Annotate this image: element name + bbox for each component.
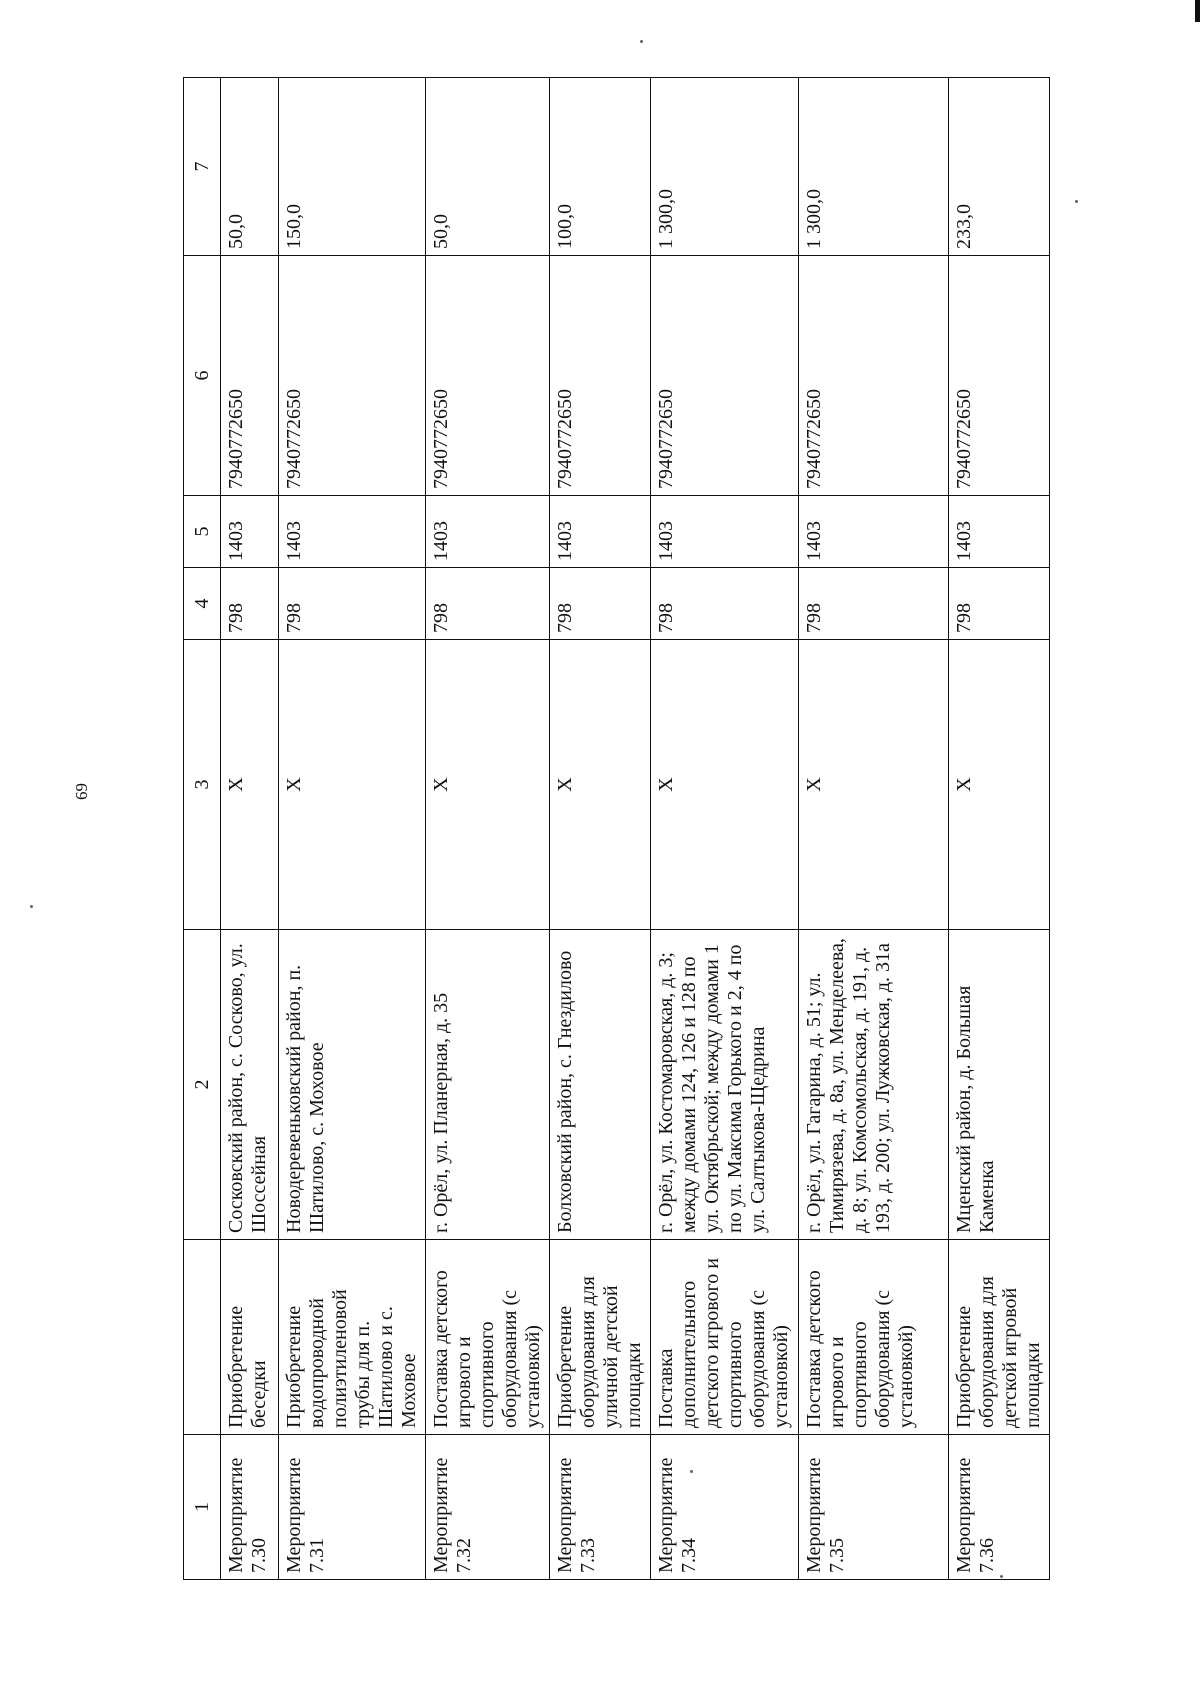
event-id-cell: Мероприятие 7.36 — [949, 1435, 1050, 1580]
section-cell: 1403 — [651, 496, 799, 568]
amount-cell: 150,0 — [279, 78, 426, 256]
event-id-cell: Мероприятие 7.32 — [426, 1435, 550, 1580]
target-code-cell: 7940772650 — [550, 256, 651, 496]
page-number: 69 — [72, 783, 91, 800]
event-id-cell: Мероприятие 7.35 — [799, 1435, 949, 1580]
budget-table — [183, 77, 1050, 1580]
section-cell: 1403 — [799, 496, 949, 568]
scan-speck — [1075, 200, 1078, 203]
amount-cell: 50,0 — [221, 78, 279, 256]
event-name-cell: Поставка дополнительного детского игрового и спортивного оборудования (с установкой) — [651, 1240, 799, 1435]
event-id-cell: Мероприятие 7.30 — [221, 1435, 279, 1580]
col-header-6: 6 — [184, 256, 221, 496]
table-row — [426, 78, 550, 1580]
section-cell: 1403 — [279, 496, 426, 568]
scan-speck — [30, 905, 33, 908]
mark-cell: X — [426, 640, 550, 930]
section-cell: 1403 — [550, 496, 651, 568]
amount-cell: 100,0 — [550, 78, 651, 256]
table-row — [279, 78, 426, 1580]
mark-cell: X — [799, 640, 949, 930]
scan-speck — [640, 40, 643, 43]
section-cell: 1403 — [221, 496, 279, 568]
table-row — [550, 78, 651, 1580]
table-row — [799, 78, 949, 1580]
scan-edge-mark — [1195, 0, 1200, 22]
event-name-cell: Поставка детского игрового и спортивного оборудования (с установкой) — [799, 1240, 949, 1435]
location-cell: Новодеревеньковский район, п. Шатилово, с. Моховое — [279, 930, 426, 1240]
location-cell: г. Орёл, ул. Планерная, д. 35 — [426, 930, 550, 1240]
mark-cell: X — [949, 640, 1050, 930]
location-cell: г. Орёл, ул. Костомаровская, д. 3; между домами 124, 126 и 128 по ул. Октябрьской; между домами 1 по ул. Максима Горького и 2, 4 по ул. Салтыкова-Щедрина — [651, 930, 799, 1240]
table-row — [949, 78, 1050, 1580]
event-name-cell: Приобретение оборудования для уличной детской площадки — [550, 1240, 651, 1435]
rotated-table-container — [183, 78, 1047, 1580]
header-row — [184, 78, 221, 1580]
amount-cell: 50,0 — [426, 78, 550, 256]
event-name-cell: Поставка детского игрового и спортивного оборудования (с установкой) — [426, 1240, 550, 1435]
table-row — [221, 78, 279, 1580]
section-cell: 1403 — [426, 496, 550, 568]
code-cell: 798 — [550, 568, 651, 640]
mark-cell: X — [550, 640, 651, 930]
location-cell: г. Орёл, ул. Гагарина, д. 51; ул. Тимирязева, д. 8а, ул. Менделеева, д. 8; ул. Комсомольская, д. 191, д. 193, д. 200; ул. Лужковская, д. 31а — [799, 930, 949, 1240]
event-id-cell: Мероприятие 7.33 — [550, 1435, 651, 1580]
target-code-cell: 7940772650 — [279, 256, 426, 496]
col-header-1b — [184, 1240, 221, 1435]
target-code-cell: 7940772650 — [651, 256, 799, 496]
col-header-5: 5 — [184, 496, 221, 568]
event-name-cell: Приобретение беседки — [221, 1240, 279, 1435]
col-header-7: 7 — [184, 78, 221, 256]
event-id-cell: Мероприятие 7.34 — [651, 1435, 799, 1580]
location-cell: Болховский район, с. Гнездилово — [550, 930, 651, 1240]
event-name-cell: Приобретение оборудования для детской игровой площадки — [949, 1240, 1050, 1435]
code-cell: 798 — [949, 568, 1050, 640]
code-cell: 798 — [651, 568, 799, 640]
mark-cell: X — [221, 640, 279, 930]
code-cell: 798 — [279, 568, 426, 640]
location-cell: Мценский район, д. Большая Каменка — [949, 930, 1050, 1240]
event-name-cell: Приобретение водопроводной полиэтиленовой трубы для п. Шатилово и с. Моховое — [279, 1240, 426, 1435]
mark-cell: X — [279, 640, 426, 930]
target-code-cell: 7940772650 — [949, 256, 1050, 496]
code-cell: 798 — [799, 568, 949, 640]
col-header-1: 1 — [184, 1435, 221, 1580]
table-row — [651, 78, 799, 1580]
location-cell: Сосковский район, с. Сосково, ул. Шоссейная — [221, 930, 279, 1240]
amount-cell: 233,0 — [949, 78, 1050, 256]
target-code-cell: 7940772650 — [221, 256, 279, 496]
col-header-2: 2 — [184, 930, 221, 1240]
col-header-3: 3 — [184, 640, 221, 930]
col-header-4: 4 — [184, 568, 221, 640]
code-cell: 798 — [426, 568, 550, 640]
code-cell: 798 — [221, 568, 279, 640]
amount-cell: 1 300,0 — [651, 78, 799, 256]
mark-cell: X — [651, 640, 799, 930]
event-id-cell: Мероприятие 7.31 — [279, 1435, 426, 1580]
target-code-cell: 7940772650 — [799, 256, 949, 496]
section-cell: 1403 — [949, 496, 1050, 568]
target-code-cell: 7940772650 — [426, 256, 550, 496]
amount-cell: 1 300,0 — [799, 78, 949, 256]
